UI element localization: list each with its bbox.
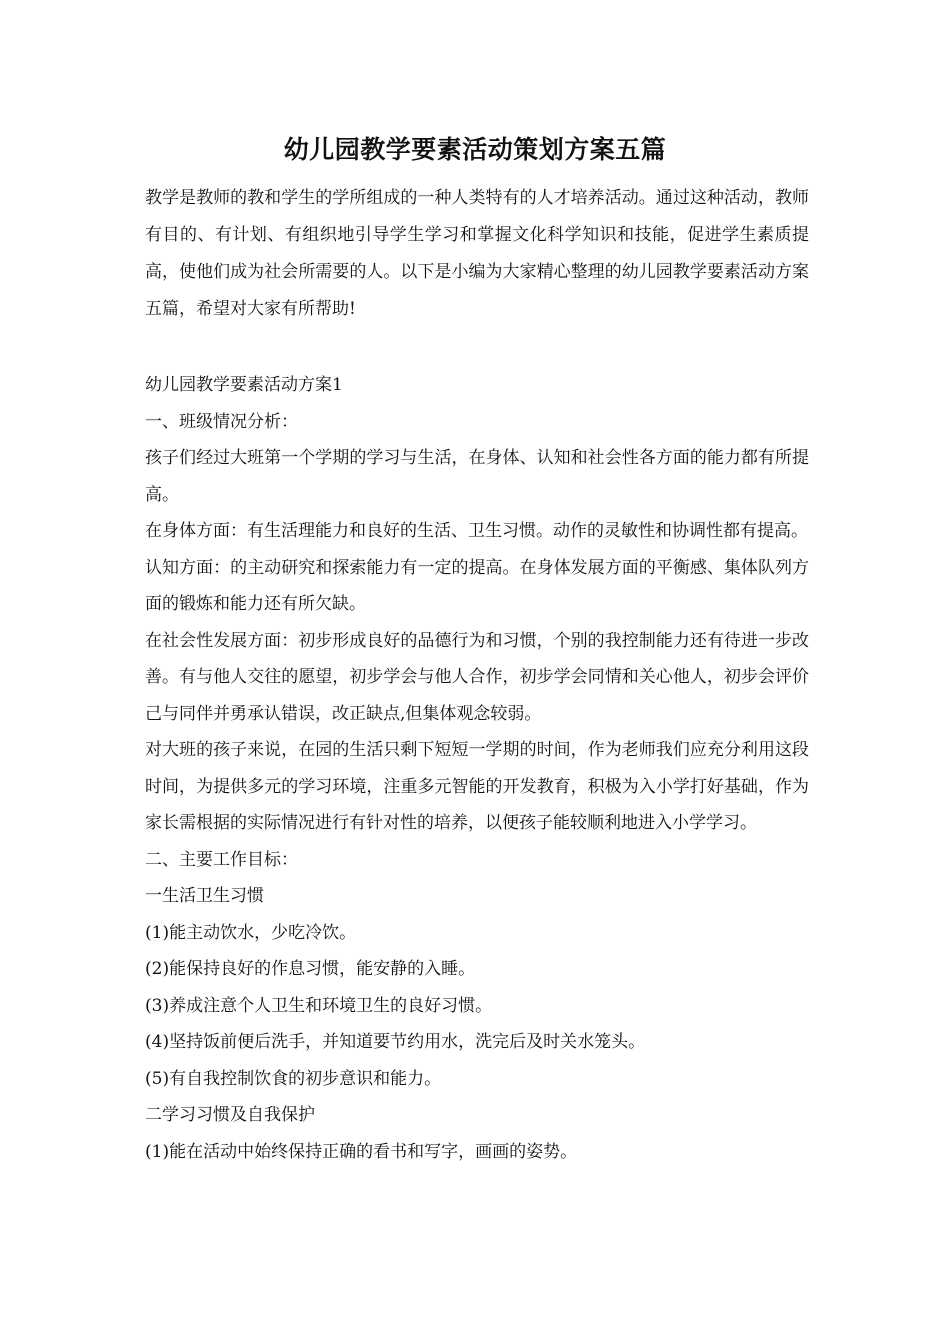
body-paragraph: 对大班的孩子来说，在园的生活只剩下短短一学期的时间，作为老师我们应充分利用这段时间，为提供多元的学习环境，注重多元智能的开发教育，积极为入小学打好基础，作为家长需根据的实际情况进行有针对性的培养，以便孩子能较顺利地进入小学学习。 xyxy=(145,740,809,833)
document-body xyxy=(145,367,809,1170)
document-title: 幼儿园教学要素活动策划方案五篇 xyxy=(283,135,667,164)
list-item: (4)坚持饭前便后洗手，并知道要节约用水，洗完后及时关水笼头。 xyxy=(145,1032,646,1052)
list-item: (1)能在活动中始终保持正确的看书和写字，画画的姿势。 xyxy=(145,1141,578,1162)
list-item: (2)能保持良好的作息习惯，能安静的入睡。 xyxy=(145,959,476,979)
list-heading: 一生活卫生习惯 xyxy=(145,886,264,906)
body-paragraph: 在身体方面：有生活理能力和良好的生活、卫生习惯。动作的灵敏性和协调性都有提高。 xyxy=(145,521,808,541)
subsection-heading: 一、班级情况分析： xyxy=(145,411,298,432)
list-item: (5)有自我控制饮食的初步意识和能力。 xyxy=(145,1068,442,1089)
body-paragraph: 在社会性发展方面：初步形成良好的品德行为和习惯，个别的我控制能力还有待进一步改善。有与他人交往的愿望，初步学会与他人合作，初步学会同情和关心他人，初步会评价己与同伴并勇承认错误，改正缺点,但集体观念较弱。 xyxy=(145,630,809,724)
body-paragraph: 认知方面：的主动研究和探索能力有一定的提高。在身体发展方面的平衡感、集体队列方面的锻炼和能力还有所欠缺。 xyxy=(145,557,809,614)
intro-paragraph: 教学是教师的教和学生的学所组成的一种人类特有的人才培养活动。通过这种活动，教师有目的、有计划、有组织地引导学生学习和掌握文化科学知识和技能，促进学生素质提高，使他们成为社会所需要的人。以下是小编为大家精心整理的幼儿园教学要素活动方案五篇，希望对大家有所帮助! xyxy=(145,188,809,319)
body-paragraph: 孩子们经过大班第一个学期的学习与生活，在身体、认知和社会性各方面的能力都有所提高。 xyxy=(145,448,809,505)
list-item: (1)能主动饮水，少吃冷饮。 xyxy=(145,922,357,943)
subsection-heading: 二、主要工作目标： xyxy=(145,849,298,870)
section-heading: 幼儿园教学要素活动方案1 xyxy=(145,375,343,395)
list-item: (3)养成注意个人卫生和环境卫生的良好习惯。 xyxy=(145,995,493,1016)
list-heading: 二学习习惯及自我保护 xyxy=(145,1105,315,1125)
